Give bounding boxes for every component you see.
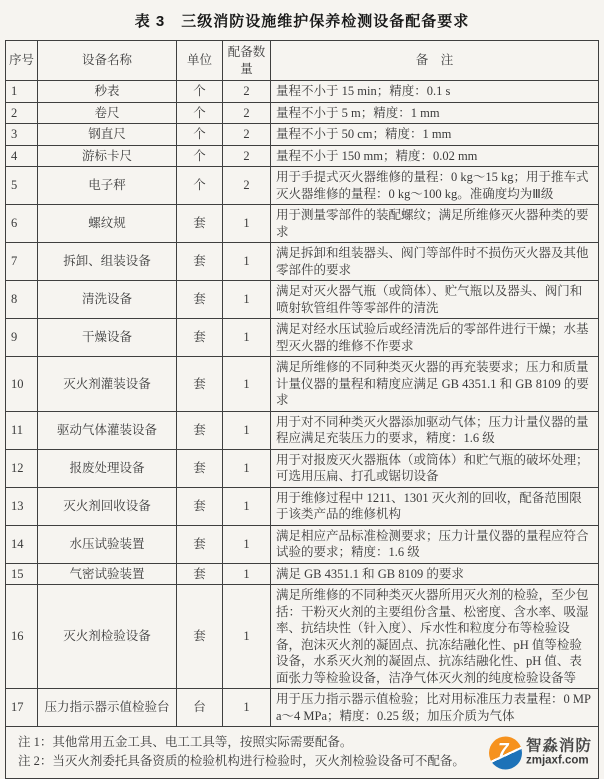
brand-name: 智淼消防 — [525, 737, 592, 755]
cell-name: 游标卡尺 — [38, 145, 177, 167]
cell-remark: 用于对报废灭火器瓶体（或筒体）和贮气瓶的破坏处理；可选用压扁、打孔或锯切设备 — [271, 449, 599, 487]
cell-name: 灭火剂检验设备 — [38, 585, 177, 689]
cell-no: 5 — [6, 167, 38, 205]
cell-remark: 用于压力指示器示值检验；比对用标准压力表量程：0 MPa～4 MPa；精度：0.25 级；加压介质为气体 — [271, 689, 599, 727]
cell-name: 卷尺 — [38, 102, 177, 124]
equipment-table-body — [6, 81, 599, 727]
footnote-row — [6, 727, 599, 779]
page-title: 表 3 三级消防设施维护保养检测设备配备要求 — [134, 13, 470, 30]
cell-no: 4 — [6, 145, 38, 167]
table-row — [6, 81, 599, 103]
cell-name: 水压试验装置 — [38, 525, 177, 563]
table-row — [6, 525, 599, 563]
header-remark: 备 注 — [271, 41, 599, 81]
cell-remark: 满足所维修的不同种类灭火器的再充装要求；压力和质量计量仪器的量程和精度应满足 GB 4351.1 和 GB 8109 的要求 — [271, 357, 599, 412]
header-qty: 配备数量 — [223, 41, 271, 81]
cell-remark: 满足对灭火器气瓶（或筒体）、贮气瓶以及器头、阀门和喷射软管组件等零部件的清洗 — [271, 281, 599, 319]
cell-name: 钢直尺 — [38, 124, 177, 146]
cell-remark: 用于手提式灭火器维修的量程：0 kg～15 kg；用于推车式灭火器维修的量程：0 kg～100 kg。准确度均为Ⅲ级 — [271, 167, 599, 205]
brand-text — [526, 738, 592, 766]
cell-remark: 用于对不同种类灭火器添加驱动气体；压力计量仪器的量程应满足充装压力的要求，精度：1.6 级 — [271, 411, 599, 449]
cell-qty: 1 — [223, 319, 271, 357]
cell-unit: 套 — [177, 319, 223, 357]
footnote-1: 注 1：其他常用五金工具、电工工具等，按照实际需要配备。 — [18, 735, 353, 750]
cell-qty: 1 — [223, 525, 271, 563]
cell-qty: 1 — [223, 411, 271, 449]
table-row — [6, 205, 599, 243]
cell-qty: 1 — [223, 689, 271, 727]
cell-no: 3 — [6, 124, 38, 146]
cell-unit: 套 — [177, 357, 223, 412]
table-row — [6, 689, 599, 727]
cell-qty: 1 — [223, 449, 271, 487]
cell-remark: 用于测量零部件的装配螺纹；满足所维修灭火器种类的要求 — [271, 205, 599, 243]
cell-name: 灭火剂灌装设备 — [38, 357, 177, 412]
cell-remark: 满足 GB 4351.1 和 GB 8109 的要求 — [271, 563, 599, 585]
table-row — [6, 357, 599, 412]
footnote-2: 注 2：当灭火剂委托具备资质的检验机构进行检验时，灭火剂检验设备可不配备。 — [18, 754, 465, 768]
cell-remark: 满足所维修的不同种类灭火器所用灭火剂的检验，至少包括：干粉灭火剂的主要组份含量、松密度、含水率、吸湿率、抗结块性（针入度）、斥水性和粒度分布等检验设备，泡沫灭火剂的凝固点、抗冻结融化性、pH 值等检验设备，水系灭火剂的凝固点、抗冻结融化性、pH 值、表面张力等检验设备，洁净气体灭火剂的纯度检验设备等 — [271, 585, 599, 689]
cell-unit: 套 — [177, 411, 223, 449]
cell-remark: 用于维修过程中 1211、1301 灭火剂的回收，配备范围限于该类产品的维修机构 — [271, 487, 599, 525]
cell-unit: 个 — [177, 81, 223, 103]
cell-name: 压力指示器示值检验台 — [38, 689, 177, 727]
cell-qty: 2 — [223, 102, 271, 124]
cell-unit: 套 — [177, 205, 223, 243]
equipment-table — [5, 40, 599, 779]
cell-qty: 2 — [223, 81, 271, 103]
cell-remark: 量程不小于 50 cm；精度：1 mm — [271, 124, 599, 146]
brand-domain: zmjaxf.com — [525, 754, 589, 767]
header-unit: 单位 — [177, 41, 223, 81]
cell-no: 10 — [6, 357, 38, 412]
table-header — [6, 41, 599, 81]
table-row — [6, 411, 599, 449]
cell-name: 清洗设备 — [38, 281, 177, 319]
cell-name: 报废处理设备 — [38, 449, 177, 487]
table-row — [6, 449, 599, 487]
brand-logo-icon — [489, 736, 522, 769]
cell-qty: 2 — [223, 145, 271, 167]
cell-unit: 个 — [177, 102, 223, 124]
cell-qty: 1 — [223, 243, 271, 281]
cell-qty: 2 — [223, 167, 271, 205]
header-no: 序号 — [6, 41, 38, 81]
cell-qty: 2 — [223, 124, 271, 146]
cell-remark: 满足拆卸和组装器头、阀门等部件时不损伤灭火器及其他零部件的要求 — [271, 243, 599, 281]
cell-no: 6 — [6, 205, 38, 243]
table-row — [6, 167, 599, 205]
table-row — [6, 585, 599, 689]
table-row — [6, 124, 599, 146]
cell-unit: 套 — [177, 243, 223, 281]
cell-unit: 个 — [177, 167, 223, 205]
cell-qty: 1 — [223, 357, 271, 412]
cell-no: 12 — [6, 449, 38, 487]
cell-no: 17 — [6, 689, 38, 727]
cell-no: 15 — [6, 563, 38, 585]
cell-name: 驱动气体灌装设备 — [38, 411, 177, 449]
cell-no: 2 — [6, 102, 38, 124]
cell-remark: 满足对经水压试验后或经清洗后的零部件进行干燥；水基型灭火器的维修不作要求 — [271, 319, 599, 357]
cell-name: 拆卸、组装设备 — [38, 243, 177, 281]
table-row — [6, 102, 599, 124]
cell-name: 螺纹规 — [38, 205, 177, 243]
cell-unit: 个 — [177, 145, 223, 167]
brand-watermark — [489, 736, 592, 769]
table-footnotes — [6, 727, 599, 779]
cell-no: 16 — [6, 585, 38, 689]
cell-remark: 量程不小于 150 mm；精度：0.02 mm — [271, 145, 599, 167]
cell-no: 8 — [6, 281, 38, 319]
cell-no: 14 — [6, 525, 38, 563]
cell-qty: 1 — [223, 487, 271, 525]
cell-remark: 满足相应产品标准检测要求；压力计量仪器的量程应符合试验的要求；精度：1.6 级 — [271, 525, 599, 563]
header-name: 设备名称 — [38, 41, 177, 81]
logo-seven-glyph: 7 — [497, 740, 509, 761]
cell-qty: 1 — [223, 205, 271, 243]
cell-unit: 套 — [177, 281, 223, 319]
cell-qty: 1 — [223, 563, 271, 585]
table-row — [6, 563, 599, 585]
cell-no: 7 — [6, 243, 38, 281]
table-row — [6, 281, 599, 319]
cell-no: 11 — [6, 411, 38, 449]
cell-no: 1 — [6, 81, 38, 103]
cell-name: 灭火剂回收设备 — [38, 487, 177, 525]
cell-unit: 台 — [177, 689, 223, 727]
table-row — [6, 319, 599, 357]
table-row — [6, 243, 599, 281]
footnote-cell — [6, 727, 599, 779]
header-row — [6, 41, 599, 81]
cell-name: 干燥设备 — [38, 319, 177, 357]
cell-remark: 量程不小于 5 m；精度：1 mm — [271, 102, 599, 124]
cell-no: 9 — [6, 319, 38, 357]
cell-remark: 量程不小于 15 min；精度：0.1 s — [271, 81, 599, 103]
cell-unit: 个 — [177, 124, 223, 146]
cell-qty: 1 — [223, 281, 271, 319]
cell-unit: 套 — [177, 487, 223, 525]
cell-unit: 套 — [177, 563, 223, 585]
table-row — [6, 487, 599, 525]
cell-unit: 套 — [177, 525, 223, 563]
cell-no: 13 — [6, 487, 38, 525]
cell-qty: 1 — [223, 585, 271, 689]
cell-name: 秒表 — [38, 81, 177, 103]
cell-name: 电子秤 — [38, 167, 177, 205]
table-row — [6, 145, 599, 167]
cell-name: 气密试验装置 — [38, 563, 177, 585]
cell-unit: 套 — [177, 449, 223, 487]
cell-unit: 套 — [177, 585, 223, 689]
